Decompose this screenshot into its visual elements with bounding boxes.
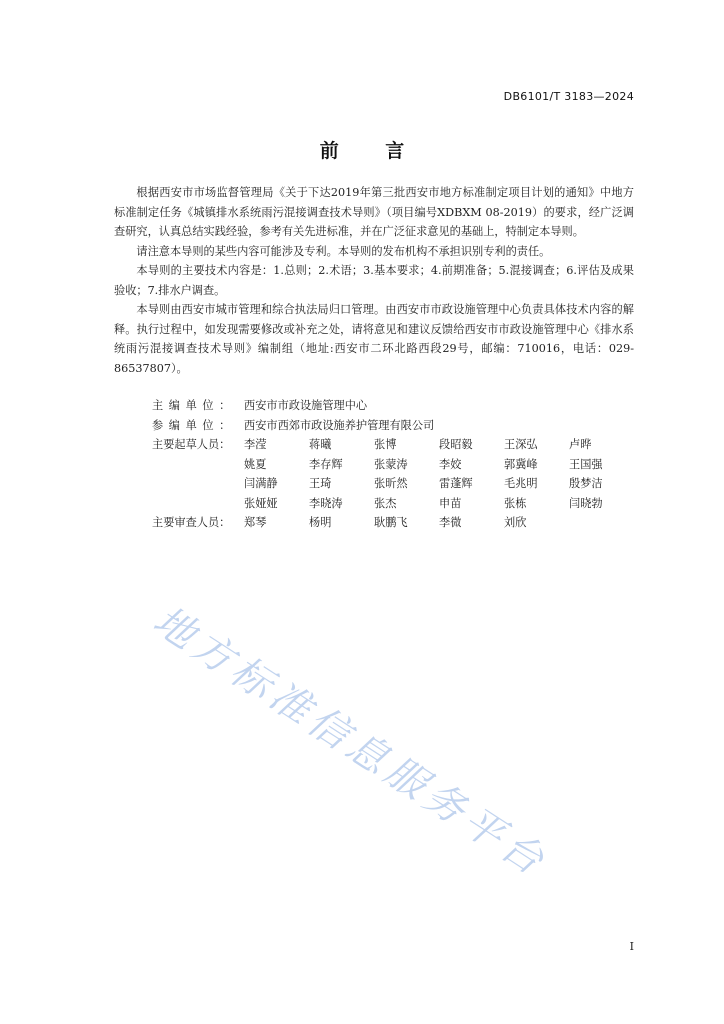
drafter-name: 王深弘 xyxy=(504,438,538,451)
drafter-name: 李存辉 xyxy=(309,457,343,471)
drafter-name: 李姣 xyxy=(439,457,462,471)
drafter-name: 姚夏 xyxy=(244,457,267,471)
reviewers-row xyxy=(114,513,634,533)
paragraph-management: 本导则由西安市城市管理和综合执法局归口管理。由西安市市政设施管理中心负责具体技术内容的解释。执行过程中，如发现需要修改或补充之处，请将意见和建议反馈给西安市市政设施管理中心《排水系统雨污混接调查技术导则》编制组（地址:西安市二环北路西段29号，邮编：710016，电话：029-86537807）。 xyxy=(114,303,634,375)
drafters-label: 主要起草人员： xyxy=(152,438,231,451)
drafters-names-2 xyxy=(244,455,634,475)
paragraph-background: 根据西安市市场监督管理局《关于下达2019年第三批西安市地方标准制定项目计划的通知》中地方标准制定任务《城镇排水系统雨污混接调查技术导则》（项目编号XDBXM 08-2019）的要求，经广泛调查研究，认真总结实践经验，参考有关先进标准，并在广泛征求意见的基础上，特制定本导则。 xyxy=(114,186,634,238)
drafter-name: 李晓涛 xyxy=(309,496,343,510)
editor-unit-value: 西安市市政设施管理中心 xyxy=(244,399,368,412)
reviewers-names xyxy=(244,513,634,533)
drafters-label-spacer xyxy=(114,474,244,494)
drafters-names-4 xyxy=(244,494,634,514)
drafter-name: 郭冀峰 xyxy=(504,457,538,471)
watermark: 地方标准信息服务平台 xyxy=(145,597,556,887)
paragraph-technical-content: 本导则的主要技术内容是：1.总则；2.术语；3.基本要求；4.前期准备；5.混接调查；6.评估及成果验收；7.排水户调查。 xyxy=(114,264,634,297)
drafter-name: 闫晓勃 xyxy=(569,496,603,510)
page-number: I xyxy=(629,940,634,953)
drafter-name: 段昭毅 xyxy=(439,438,473,451)
drafter-name: 卢晔 xyxy=(569,438,592,451)
reviewer-name: 李微 xyxy=(439,516,462,529)
reviewer-name: 杨明 xyxy=(309,516,332,529)
drafter-name: 殷梦洁 xyxy=(569,477,603,490)
editor-unit-row xyxy=(114,396,634,416)
drafter-name: 张娅娅 xyxy=(244,496,278,510)
reviewer-name: 刘欣 xyxy=(504,516,527,529)
reviewer-name: 郑琴 xyxy=(244,516,267,529)
drafters-row-4 xyxy=(114,494,634,514)
participant-unit-label: 参编单位： xyxy=(152,418,236,432)
drafter-name: 王国强 xyxy=(569,457,603,471)
page-title: 前 言 xyxy=(319,140,425,162)
reviewers-label: 主要审查人员： xyxy=(152,516,231,529)
drafters-names-1 xyxy=(244,435,634,455)
drafter-name: 王琦 xyxy=(309,477,332,490)
drafters-names-3 xyxy=(244,474,634,494)
participant-unit-value: 西安市西郊市政设施养护管理有限公司 xyxy=(244,418,435,432)
drafter-name: 李滢 xyxy=(244,438,267,451)
drafters-label-spacer xyxy=(114,494,244,514)
document-code: DB6101/T 3183—2024 xyxy=(503,90,634,103)
drafters-label-spacer xyxy=(114,455,244,475)
drafter-name: 闫满静 xyxy=(244,477,278,490)
drafters-row-3 xyxy=(114,474,634,494)
drafter-name: 申苗 xyxy=(439,496,462,510)
drafter-name: 雷蓬辉 xyxy=(439,477,473,490)
editor-unit-label: 主编单位： xyxy=(152,399,236,412)
participant-unit-row xyxy=(114,416,634,436)
drafters-row-1 xyxy=(114,435,634,455)
drafter-name: 张博 xyxy=(374,438,397,451)
drafter-name: 张昕然 xyxy=(374,477,408,490)
credits-block xyxy=(114,396,634,533)
drafter-name: 张蒙涛 xyxy=(374,457,408,471)
drafter-name: 张栋 xyxy=(504,496,527,510)
paragraph-patent-notice: 请注意本导则的某些内容可能涉及专利。本导则的发布机构不承担识别专利的责任。 xyxy=(136,244,551,258)
drafters-row-2 xyxy=(114,455,634,475)
drafter-name: 张杰 xyxy=(374,496,397,510)
drafter-name: 毛兆明 xyxy=(504,477,538,490)
reviewer-name: 耿鹏飞 xyxy=(374,516,408,529)
foreword-body xyxy=(114,183,634,378)
drafter-name: 蒋曦 xyxy=(309,438,332,451)
